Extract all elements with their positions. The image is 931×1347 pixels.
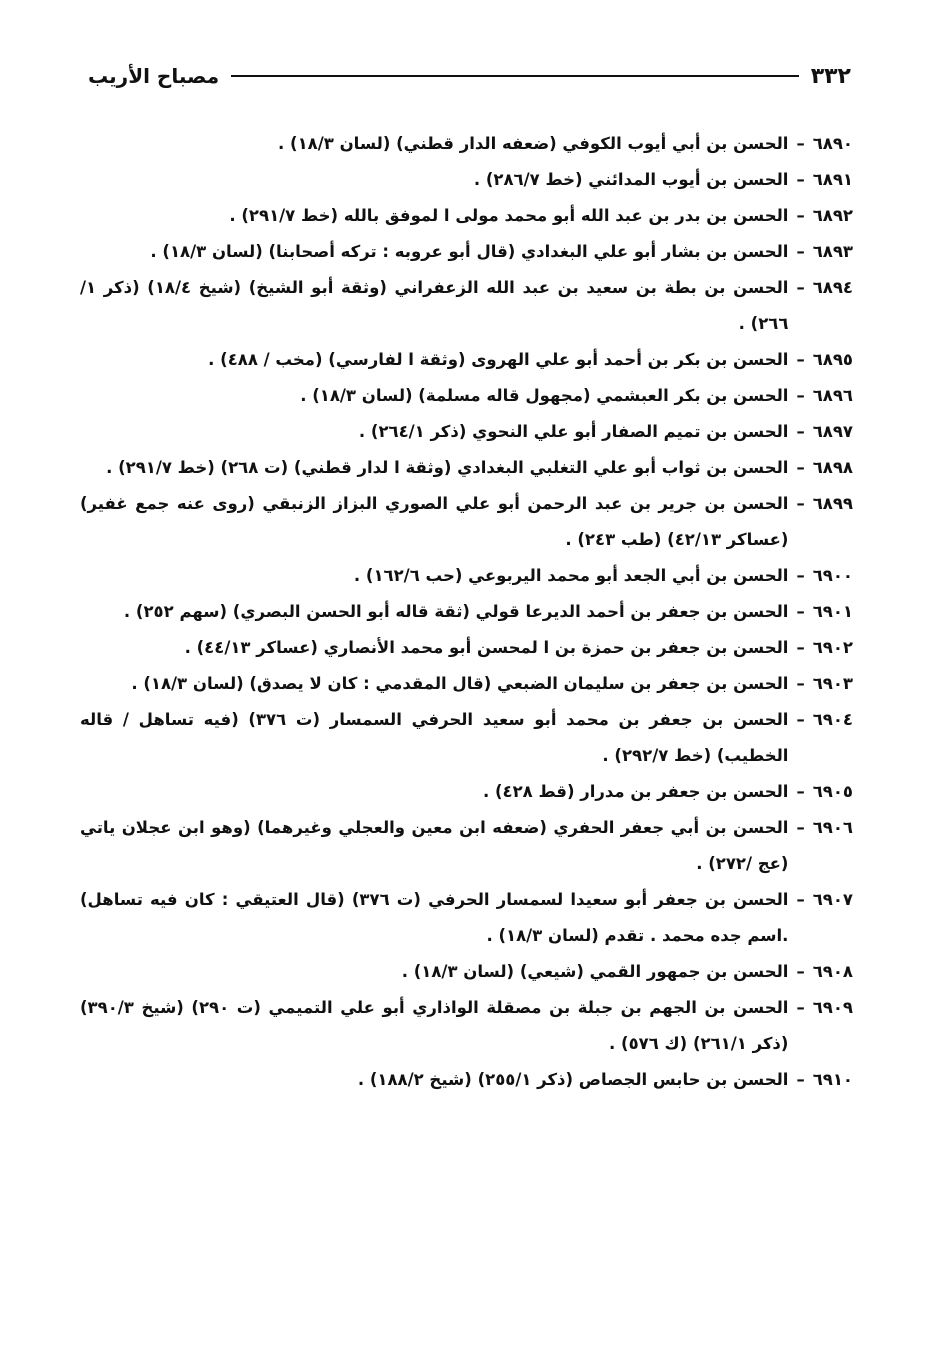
entry-dash: – [796,962,805,981]
entry-row [80,810,853,882]
entry-dash: – [796,1070,805,1089]
entry-dash: – [796,422,805,441]
entry-text: الحسن بن جرير بن عبد الرحمن أبو علي الصوري البزاز الزنبقي (روى عنه جمع غفير) (عساكر ٤٢/١٣) (طب ٢٤٣) . [80,494,789,549]
header-rule [231,75,799,77]
entry-number: ٦٨٩٥ [812,350,853,369]
entry-dash: – [796,242,805,261]
entry-row [80,630,853,666]
entry-text: الحسن بن جعفر بن سليمان الضبعي (قال المقدمي : كان لا يصدق) (لسان ١٨/٣) . [131,674,789,693]
entry-number: ٦٨٩٦ [812,386,853,405]
entry-dash: – [796,998,805,1017]
entry-row [80,1062,853,1098]
entry-dash: – [796,350,805,369]
page-number: ٣٣٢ [810,63,851,89]
entry-row [80,126,853,162]
entry-text: الحسن بن بكر العبشمي (مجهول قاله مسلمة) (لسان ١٨/٣) . [300,386,789,405]
entry-number: ٦٨٩٧ [812,422,853,441]
entry-number: ٦٩٠٨ [812,962,853,981]
entry-text: الحسن بن جعفر بن أحمد الديرعا قولي (ثقة قاله أبو الحسن البصري) (سهم ٢٥٢) . [123,602,789,621]
entry-row [80,990,853,1062]
entry-text: الحسن بن أبي أيوب الكوفي (ضعفه الدار قطني) (لسان ١٨/٣) . [278,134,789,153]
entry-dash: – [796,458,805,477]
entry-text: الحسن بن أبي الجعد أبو محمد اليربوعي (حب ١٦٢/٦) . [353,566,789,585]
entry-text: الحسن بن الجهم بن جبلة بن مصقلة الواذاري أبو علي التميمي (ت ٢٩٠) (شيخ ٣٩٠/٣) (ذكر ٢٦١/١) (ك ٥٧٦) . [80,998,789,1053]
entry-row [80,774,853,810]
entry-number: ٦٩٠٣ [812,674,853,693]
entry-text: الحسن بن أيوب المدائني (خط ٢٨٦/٧) . [473,170,789,189]
entry-dash: – [796,134,805,153]
entry-dash: – [796,638,805,657]
entry-dash: – [796,494,805,513]
entry-number: ٦٩٠١ [812,602,853,621]
entry-dash: – [796,674,805,693]
page-header [88,58,851,94]
entry-text: الحسن بن جعفر أبو سعيدا لسمسار الحرفي (ت ٣٧٦) (قال العتيقي : كان فيه تساهل) .اسم جده محمد . تقدم (لسان ١٨/٣) . [80,890,789,945]
entry-text: الحسن بن بدر بن عبد الله أبو محمد مولى ا لموفق بالله (خط ٢٩١/٧) . [229,206,789,225]
entry-number: ٦٨٩٠ [812,134,853,153]
entry-number: ٦٩١٠ [812,1070,853,1089]
entry-dash: – [796,170,805,189]
entry-text: الحسن بن أبي جعفر الحفري (ضعفه ابن معين والعجلي وغيرهما) (وهو ابن عجلان ياتي (عج /٢٧٢) . [80,818,789,873]
entry-text: الحسن بن جعفر بن مدرار (قط ٤٢٨) . [482,782,789,801]
entry-list [80,126,853,1098]
entry-number: ٦٨٩١ [812,170,853,189]
entry-number: ٦٩٠٥ [812,782,853,801]
entry-text: الحسن بن جعفر بن محمد أبو سعيد الحرفي السمسار (ت ٣٧٦) (فيه تساهل / قاله الخطيب) (خط ٢٩٢/٧) . [80,710,789,765]
entry-number: ٦٨٩٣ [812,242,853,261]
entry-dash: – [796,386,805,405]
entry-dash: – [796,782,805,801]
entry-row [80,414,853,450]
entry-row [80,270,853,342]
entry-dash: – [796,818,805,837]
entry-number: ٦٩٠٧ [812,890,853,909]
entry-text: الحسن بن حابس الجصاص (ذكر ٢٥٥/١) (شيخ ١٨٨/٢) . [357,1070,789,1089]
book-title: مصباح الأريب [88,64,220,88]
entry-row [80,954,853,990]
entry-row [80,666,853,702]
entry-dash: – [796,206,805,225]
entry-dash: – [796,566,805,585]
entry-row [80,342,853,378]
entry-number: ٦٩٠٤ [812,710,853,729]
entry-row [80,450,853,486]
entry-number: ٦٩٠٦ [812,818,853,837]
entry-number: ٦٩٠٢ [812,638,853,657]
entry-dash: – [796,278,805,297]
entry-text: الحسن بن بطة بن سعيد بن عبد الله الزعفراني (وثقة أبو الشيخ) (شيخ ١٨/٤) (ذكر ١/ ٢٦٦) . [80,278,789,333]
entry-number: ٦٨٩٨ [812,458,853,477]
entry-number: ٦٨٩٢ [812,206,853,225]
entry-text: الحسن بن ثواب أبو علي التغلبي البغدادي (وثقة ا لدار قطني) (ت ٢٦٨) (خط ٢٩١/٧) . [106,458,789,477]
entry-dash: – [796,890,805,909]
entry-row [80,198,853,234]
entry-row [80,234,853,270]
entry-row [80,162,853,198]
entry-row [80,378,853,414]
entry-text: الحسن بن تميم الصفار أبو علي النحوي (ذكر ٢٦٤/١) . [358,422,789,441]
entry-row [80,594,853,630]
entry-text: الحسن بن جمهور القمي (شيعي) (لسان ١٨/٣) . [401,962,789,981]
entry-text: الحسن بن جعفر بن حمزة بن ا لمحسن أبو محمد الأنصاري (عساكر ٤٤/١٣) . [184,638,789,657]
entry-row [80,882,853,954]
entry-number: ٦٨٩٤ [812,278,853,297]
entry-row [80,558,853,594]
entry-number: ٦٩٠٩ [812,998,853,1017]
entry-number: ٦٩٠٠ [812,566,853,585]
entry-dash: – [796,602,805,621]
entry-dash: – [796,710,805,729]
entry-row [80,702,853,774]
entry-text: الحسن بن بشار أبو علي البغدادي (قال أبو عروبه : تركه أصحابنا) (لسان ١٨/٣) . [150,242,789,261]
entry-row [80,486,853,558]
entry-text: الحسن بن بكر بن أحمد أبو علي الهروى (وثقة ا لفارسي) (مخب / ٤٨٨) . [208,350,789,369]
entry-number: ٦٨٩٩ [812,494,853,513]
